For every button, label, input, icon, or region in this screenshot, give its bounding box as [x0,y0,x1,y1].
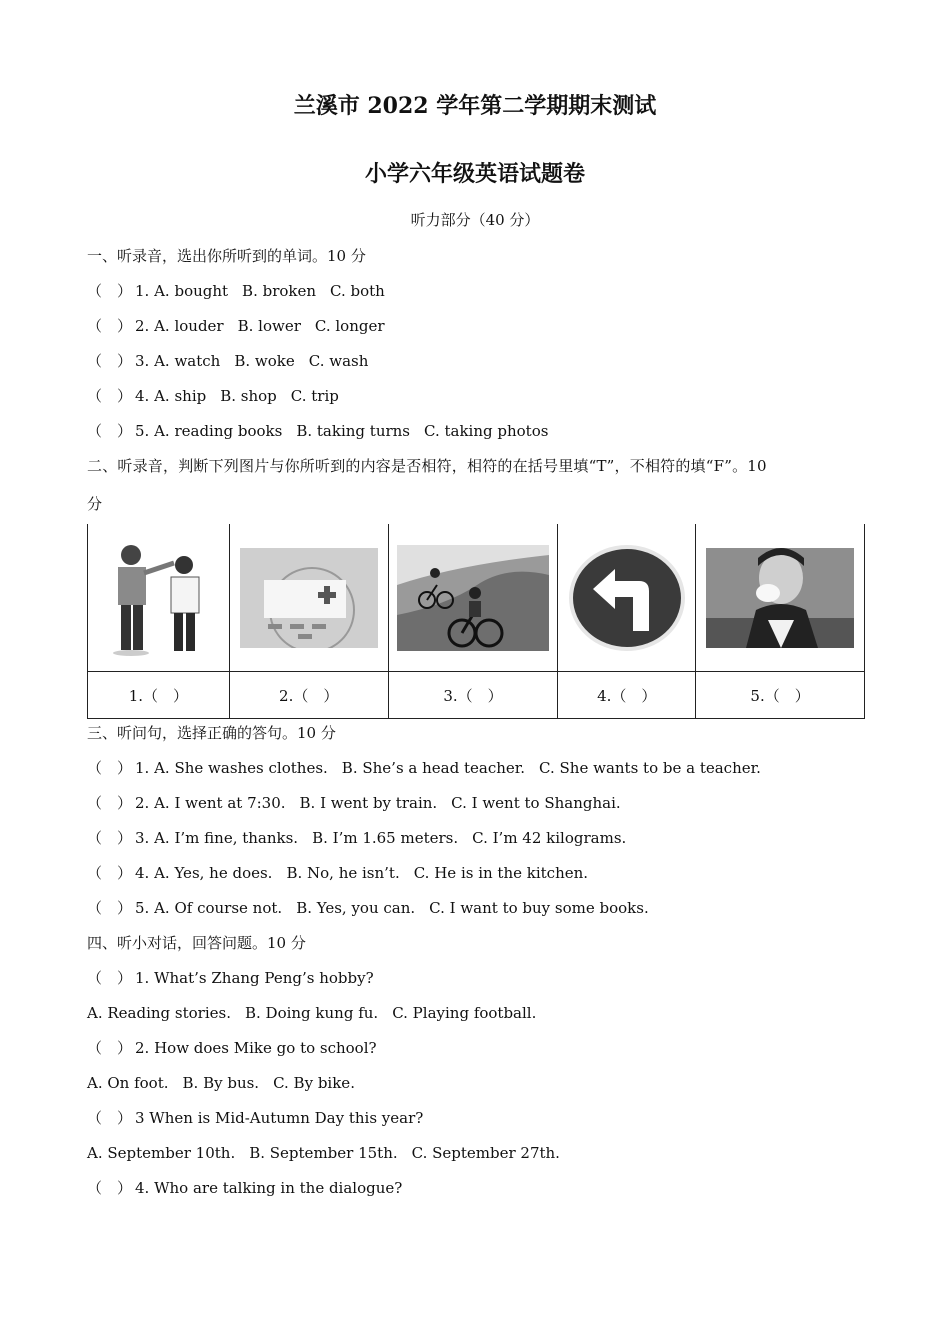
answer-paren[interactable]: （ ） [87,969,133,987]
option-c: C. wash [308,352,369,370]
question-text: 1. What’s Zhang Peng’s hobby? [135,969,374,987]
option-a: A. She washes clothes. [154,759,328,777]
option-c: C. I’m 42 kilograms. [472,829,627,847]
answer-paren[interactable]: （ ） [87,864,133,882]
option-a: A. watch [154,352,221,370]
option-c: C. I went to Shanghai. [451,794,621,812]
turn-left-sign-icon [567,543,687,653]
list-item: （ ） 4. A. Yes, he does. B. No, he isn’t. C. He is in the kitchen. [87,864,589,882]
section3-heading: 三、听问句，选择正确的答句。10 分 [87,724,336,742]
option-b: B. By bus. [182,1074,260,1092]
two-boys-picture-icon [96,535,221,660]
question-text: 4. Who are talking in the dialogue? [135,1179,403,1197]
answer-paren[interactable]: （ ） [87,899,133,917]
option-b: B. lower [237,317,301,335]
picture-cell-5 [696,524,865,672]
option-b: B. No, he isn’t. [286,864,400,882]
answer-paren[interactable]: （ ） [87,794,133,812]
answer-cell-3[interactable]: 3.（ ） [388,672,558,719]
answer-paren[interactable]: （ ） [87,352,133,370]
option-a: A. I’m fine, thanks. [154,829,299,847]
question-line [87,1108,423,1128]
option-b: B. shop [220,387,277,405]
picture-table [87,524,865,719]
options-line [87,1003,550,1023]
exam-title: 兰溪市 2022 学年第二学期期末测试 [293,93,657,119]
option-b: B. taking turns [296,422,411,440]
option-b: B. I went by train. [299,794,438,812]
option-a: A. reading books [154,422,283,440]
option-a: A. Reading stories. [87,1004,231,1022]
list-item: （ ） 1. A. She washes clothes. B. She’s a head teacher. C. She wants to be a teacher. [87,759,761,777]
answer-paren[interactable]: （ ） [87,1179,133,1197]
answer-paren[interactable]: （ ） [87,759,133,777]
option-a: A. I went at 7:30. [154,794,286,812]
option-c: C. September 27th. [411,1144,560,1162]
option-a: A. Of course not. [154,899,283,917]
question-line [87,968,374,988]
option-b: B. Doing kung fu. [244,1004,379,1022]
question-line [87,1178,402,1198]
answer-paren[interactable]: （ ） [87,829,133,847]
question-text: 3 When is Mid-Autumn Day this year? [135,1109,424,1127]
section2-heading-cont: 分 [87,495,103,513]
list-item: （ ） 1. A. bought B. broken C. both [87,282,385,300]
list-item: （ ） 3. A. I’m fine, thanks. B. I’m 1.65 meters. C. I’m 42 kilograms. [87,829,627,847]
option-b: B. woke [234,352,295,370]
answer-cell-5[interactable]: 5.（ ） [696,672,865,719]
section4-heading: 四、听小对话，回答问题。10 分 [87,934,306,952]
answer-cell-2[interactable]: 2.（ ） [229,672,388,719]
list-item: （ ） 5. A. reading books B. taking turns C. taking photos [87,422,549,440]
option-a: A. On foot. [87,1074,169,1092]
option-b: B. broken [242,282,317,300]
option-a: A. Yes, he does. [154,864,273,882]
list-item: （ ） 3. A. watch B. woke C. wash [87,352,369,370]
option-c: C. both [330,282,385,300]
option-a: A. louder [154,317,224,335]
list-item: （ ） 5. A. Of course not. B. Yes, you can. C. I want to buy some books. [87,899,649,917]
list-item: （ ） 4. A. ship B. shop C. trip [87,387,339,405]
cyclists-picture-icon [397,545,549,651]
option-c: C. taking photos [424,422,549,440]
list-item: （ ） 2. A. I went at 7:30. B. I went by train. C. I went to Shanghai. [87,794,621,812]
option-c: C. longer [314,317,385,335]
list-item: （ ） 2. A. louder B. lower C. longer [87,317,385,335]
answer-paren[interactable]: （ ） [87,422,133,440]
answer-cell-4[interactable]: 4.（ ） [558,672,696,719]
first-aid-kit-picture-icon [240,548,378,648]
question-line [87,1038,377,1058]
option-b: B. Yes, you can. [296,899,416,917]
listening-part-label: 听力部分（40 分） [410,211,540,229]
options-line [87,1073,369,1093]
exam-subtitle: 小学六年级英语试题卷 [364,161,585,187]
option-b: B. I’m 1.65 meters. [312,829,459,847]
picture-cell-4 [558,524,696,672]
sneezing-man-picture-icon [706,548,854,648]
answer-paren[interactable]: （ ） [87,282,133,300]
option-a: A. September 10th. [87,1144,236,1162]
answer-paren[interactable]: （ ） [87,1109,133,1127]
picture-cell-2 [229,524,388,672]
option-c: C. By bike. [273,1074,355,1092]
option-a: A. bought [154,282,229,300]
option-c: C. I want to buy some books. [429,899,649,917]
option-b: B. September 15th. [249,1144,398,1162]
option-c: C. He is in the kitchen. [413,864,589,882]
option-a: A. ship [154,387,207,405]
picture-cell-3 [388,524,558,672]
section1-heading: 一、听录音，选出你所听到的单词。10 分 [87,247,366,265]
section2-heading: 二、听录音，判断下列图片与你所听到的内容是否相符，相符的在括号里填“T”，不相符的填“F”。10 [87,457,767,475]
question-text: 2. How does Mike go to school? [135,1039,377,1057]
options-line [87,1143,574,1163]
answer-paren[interactable]: （ ） [87,387,133,405]
answer-cell-1[interactable]: 1.（ ） [88,672,230,719]
option-c: C. trip [290,387,339,405]
option-c: C. Playing football. [392,1004,537,1022]
option-c: C. She wants to be a teacher. [539,759,761,777]
answer-paren[interactable]: （ ） [87,1039,133,1057]
option-b: B. She’s a head teacher. [341,759,526,777]
answer-paren[interactable]: （ ） [87,317,133,335]
picture-cell-1 [88,524,230,672]
